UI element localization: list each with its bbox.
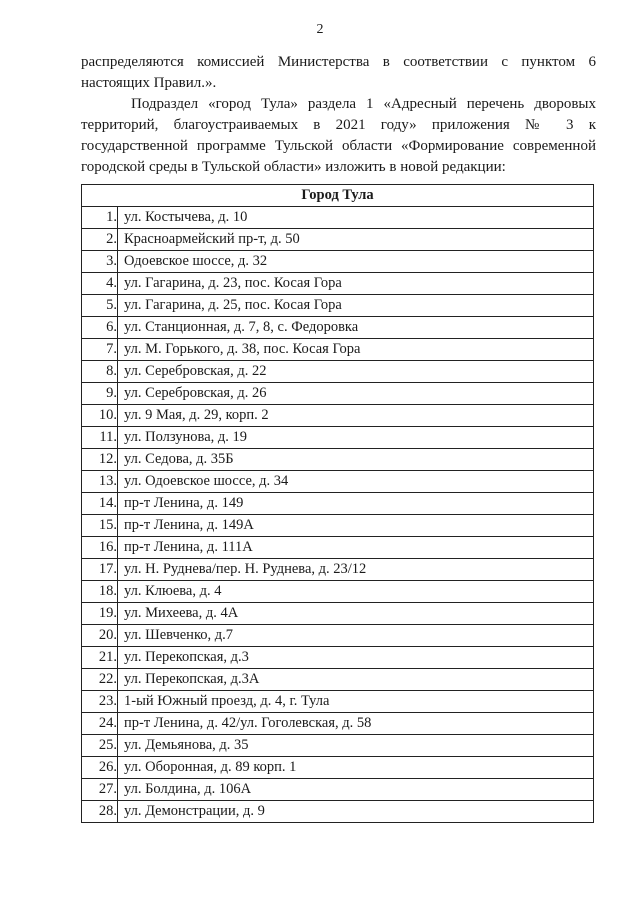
table-row xyxy=(82,757,594,779)
row-address: Красноармейский пр-т, д. 50 xyxy=(118,229,594,251)
row-address: ул. Серебровская, д. 22 xyxy=(118,361,594,383)
row-address: ул. Гагарина, д. 23, пос. Косая Гора xyxy=(118,273,594,295)
table-row xyxy=(82,581,594,603)
row-address: пр-т Ленина, д. 149 xyxy=(118,493,594,515)
table-row xyxy=(82,647,594,669)
row-address: ул. Ползунова, д. 19 xyxy=(118,427,594,449)
row-number: 1. xyxy=(82,207,118,229)
row-number: 24. xyxy=(82,713,118,735)
row-address: пр-т Ленина, д. 111А xyxy=(118,537,594,559)
row-number: 17. xyxy=(82,559,118,581)
row-number: 7. xyxy=(82,339,118,361)
row-number: 28. xyxy=(82,801,118,823)
table-row xyxy=(82,229,594,251)
row-address: пр-т Ленина, д. 42/ул. Гоголевская, д. 58 xyxy=(118,713,594,735)
table-row xyxy=(82,691,594,713)
row-address: ул. Михеева, д. 4А xyxy=(118,603,594,625)
table-row xyxy=(82,493,594,515)
page-number: 2 xyxy=(316,22,324,37)
row-number: 6. xyxy=(82,317,118,339)
row-number: 19. xyxy=(82,603,118,625)
table-row xyxy=(82,515,594,537)
row-number: 21. xyxy=(82,647,118,669)
row-address: ул. Серебровская, д. 26 xyxy=(118,383,594,405)
row-address: ул. Перекопская, д.3А xyxy=(118,669,594,691)
row-address: Одоевское шоссе, д. 32 xyxy=(118,251,594,273)
row-number: 13. xyxy=(82,471,118,493)
paragraph-continuation: распределяются комиссией Министерства в соответствии с пунктом 6 настоящих Правил.». xyxy=(81,54,596,91)
row-address: 1-ый Южный проезд, д. 4, г. Тула xyxy=(118,691,594,713)
row-address: пр-т Ленина, д. 149А xyxy=(118,515,594,537)
table-row xyxy=(82,361,594,383)
row-address: ул. Демьянова, д. 35 xyxy=(118,735,594,757)
table-row xyxy=(82,801,594,823)
row-address: ул. М. Горького, д. 38, пос. Косая Гора xyxy=(118,339,594,361)
row-address: ул. Седова, д. 35Б xyxy=(118,449,594,471)
row-address: ул. Гагарина, д. 25, пос. Косая Гора xyxy=(118,295,594,317)
row-number: 23. xyxy=(82,691,118,713)
row-number: 3. xyxy=(82,251,118,273)
row-number: 4. xyxy=(82,273,118,295)
row-address: ул. Н. Руднева/пер. Н. Руднева, д. 23/12 xyxy=(118,559,594,581)
row-number: 5. xyxy=(82,295,118,317)
row-number: 20. xyxy=(82,625,118,647)
table-row xyxy=(82,251,594,273)
table-row xyxy=(82,383,594,405)
table-row xyxy=(82,779,594,801)
table-row xyxy=(82,559,594,581)
table-header-city: Город Тула xyxy=(82,185,594,207)
row-number: 14. xyxy=(82,493,118,515)
row-number: 9. xyxy=(82,383,118,405)
row-address: ул. 9 Мая, д. 29, корп. 2 xyxy=(118,405,594,427)
row-number: 12. xyxy=(82,449,118,471)
table-row xyxy=(82,273,594,295)
row-number: 15. xyxy=(82,515,118,537)
table-row xyxy=(82,471,594,493)
row-number: 11. xyxy=(82,427,118,449)
table-row xyxy=(82,735,594,757)
row-number: 2. xyxy=(82,229,118,251)
table-row xyxy=(82,317,594,339)
table-row xyxy=(82,603,594,625)
row-number: 22. xyxy=(82,669,118,691)
table-body xyxy=(82,207,594,823)
address-table xyxy=(81,184,594,823)
row-address: ул. Клюева, д. 4 xyxy=(118,581,594,603)
table-row xyxy=(82,625,594,647)
table-row xyxy=(82,339,594,361)
row-number: 25. xyxy=(82,735,118,757)
table-row xyxy=(82,449,594,471)
row-address: ул. Оборонная, д. 89 корп. 1 xyxy=(118,757,594,779)
table-row xyxy=(82,295,594,317)
table-row xyxy=(82,207,594,229)
row-address: ул. Шевченко, д.7 xyxy=(118,625,594,647)
row-number: 27. xyxy=(82,779,118,801)
table-row xyxy=(82,405,594,427)
row-address: ул. Перекопская, д.3 xyxy=(118,647,594,669)
table-row xyxy=(82,713,594,735)
row-number: 10. xyxy=(82,405,118,427)
row-number: 8. xyxy=(82,361,118,383)
table-header-row xyxy=(82,185,594,207)
row-address: ул. Станционная, д. 7, 8, с. Федоровка xyxy=(118,317,594,339)
row-number: 18. xyxy=(82,581,118,603)
row-address: ул. Костычева, д. 10 xyxy=(118,207,594,229)
paragraph-amendment: Подраздел «город Тула» раздела 1 «Адресный перечень дворовых территорий, благоустраиваемых в 2021 году» приложения № 3 к государственной программе Тульской области «Формирование современной городской среды в Тульской области» изложить в новой редакции: xyxy=(81,96,596,175)
row-address: ул. Болдина, д. 106А xyxy=(118,779,594,801)
table-row xyxy=(82,427,594,449)
row-address: ул. Одоевское шоссе, д. 34 xyxy=(118,471,594,493)
row-address: ул. Демонстрации, д. 9 xyxy=(118,801,594,823)
row-number: 26. xyxy=(82,757,118,779)
table-row xyxy=(82,669,594,691)
row-number: 16. xyxy=(82,537,118,559)
table-row xyxy=(82,537,594,559)
